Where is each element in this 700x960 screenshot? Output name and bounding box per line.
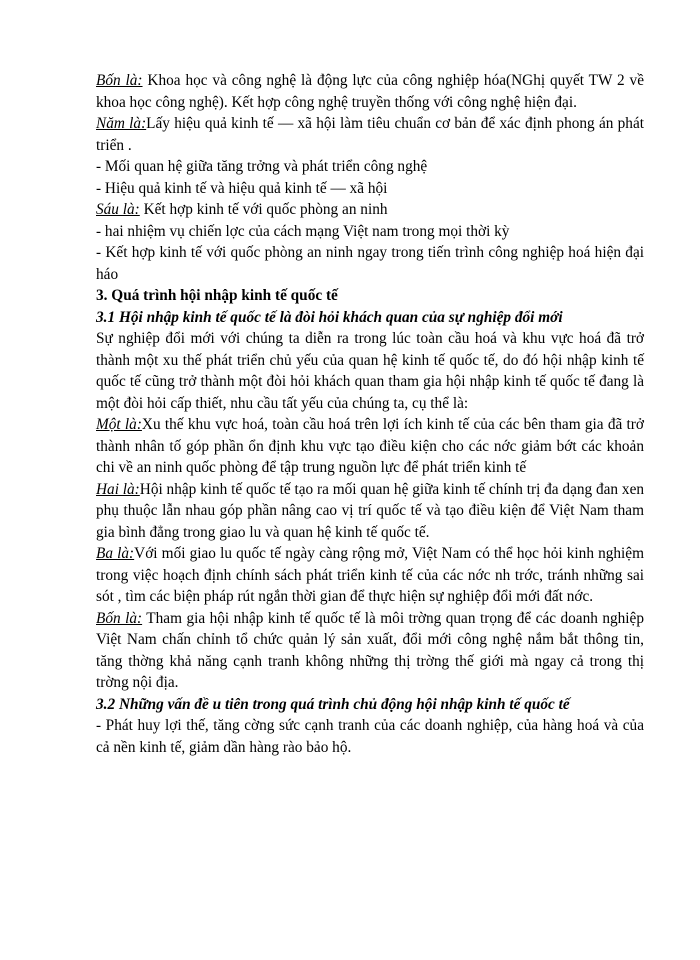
paragraph-hai-la — [96, 479, 644, 544]
bullet-item: - Kết hợp kinh tế với quốc phòng an ninh ngay trong tiến trình công nghiệp hoá hiện đại háo — [96, 244, 644, 283]
label-sau-la: Sáu là: — [96, 201, 140, 218]
label-hai-la: Hai là: — [96, 480, 140, 498]
paragraph-sau-la — [96, 199, 644, 221]
paragraph-bon-la-1 — [96, 70, 644, 113]
paragraph-mot-la — [96, 414, 644, 479]
subsection-heading: 3.2 Những vấn đề u tiên trong quá trình chủ động hội nhập kinh tế quốc tế — [96, 695, 570, 713]
paragraph-bon-la-2 — [96, 608, 644, 694]
bullet-item: - Mối quan hệ giữa tăng trởng và phát triển công nghệ — [96, 158, 428, 175]
paragraph-text: Khoa học và công nghệ là động lực của công nghiệp hóa(NGhị quyết TW 2 về khoa học công nghệ). Kết hợp công nghệ truyền thống với công nghệ hiện đại. — [96, 72, 644, 111]
paragraph-text: Tham gia hội nhập kinh tế quốc tế là môi trờng quan trọng để các doanh nghiệp Việt Nam chấn chỉnh tổ chức quản lý sản xuất, đổi mới công nghệ nắm bắt thông tin, tăng thờng khả năng cạnh tranh không những thị trờng thế giới mà ngay cả trong thị trờng nội địa. — [96, 609, 644, 691]
bullet-item: - hai nhiệm vụ chiến lợc của cách mạng Việt nam trong mọi thời kỳ — [96, 222, 510, 240]
section-heading: 3. Quá trình hội nhập kinh tế quốc tế — [96, 287, 338, 304]
subsection-heading: 3.1 Hội nhập kinh tế quốc tế là đòi hỏi khách quan của sự nghiệp đổi mới — [96, 308, 563, 326]
paragraph-text: Kết hợp kinh tế với quốc phòng an ninh — [139, 201, 388, 218]
label-ba-la: Ba là: — [96, 545, 135, 562]
document-page — [96, 70, 644, 758]
bullet-item: - Hiệu quả kinh tế và hiệu quả kinh tế — xã hội — [96, 179, 388, 197]
label-mot-la: Một là: — [96, 416, 142, 433]
paragraph-intro: Sự nghiệp đổi mới với chúng ta diễn ra trong lúc toàn cầu hoá và khu vực hoá đã trở thành một xu thế phát triển chủ yếu của quan hệ kinh tế quốc tế, do đó hội nhập kinh tế quốc tế cũng trở thành một đòi hỏi khách quan tham gia hội nhập kinh tế quốc tế đang là một đòi hỏi cấp thiết, nhu cầu tất yếu của chúng ta, cụ thể là: — [96, 330, 644, 412]
label-nam-la: Năm là: — [96, 115, 147, 132]
label-bon-la: Bốn là: — [96, 609, 143, 627]
paragraph-nam-la — [96, 113, 644, 156]
label-bon-la: Bốn là: — [96, 72, 143, 89]
paragraph-text: Hội nhập kinh tế quốc tế tạo ra mối quan hệ giữa kinh tế chính trị đa dạng đan xen phụ thuộc lẫn nhau góp phần nâng cao vị trí quốc tế và tạo điều kiện để Việt Nam tham gia bình đẳng trong giao lu và quan hệ kinh tế quốc tế. — [96, 480, 645, 541]
paragraph-text: Với mối giao lu quốc tế ngày càng rộng mở, Việt Nam có thể học hỏi kinh nghiệm trong việc hoạch định chính sách phát triển kinh tế của các nớc nh trớc, tránh những sai sót , tìm các biện pháp rút ngắn thời gian để thực hiện sự nghiệp đổi mới đất nớc. — [96, 545, 644, 605]
paragraph-text: Lấy hiệu quả kinh tế — xã hội làm tiêu chuẩn cơ bản để xác định phong án phát triển . — [96, 115, 644, 154]
paragraph-text: Xu thế khu vực hoá, toàn cầu hoá trên lợi ích kinh tế của các bên tham gia đã trở thành nhân tố góp phần ổn định khu vực tạo điều kiện cho các nớc giảm bớt các khoản chi về an ninh quốc phòng để tập trung nguồn lực để phát triển kinh tế — [96, 416, 644, 476]
paragraph-ba-la — [96, 543, 644, 608]
bullet-item: - Phát huy lợi thế, tăng cờng sức cạnh tranh của các doanh nghiệp, của hàng hoá và của cả nền kinh tế, giảm dần hàng rào bảo hộ. — [96, 717, 644, 756]
